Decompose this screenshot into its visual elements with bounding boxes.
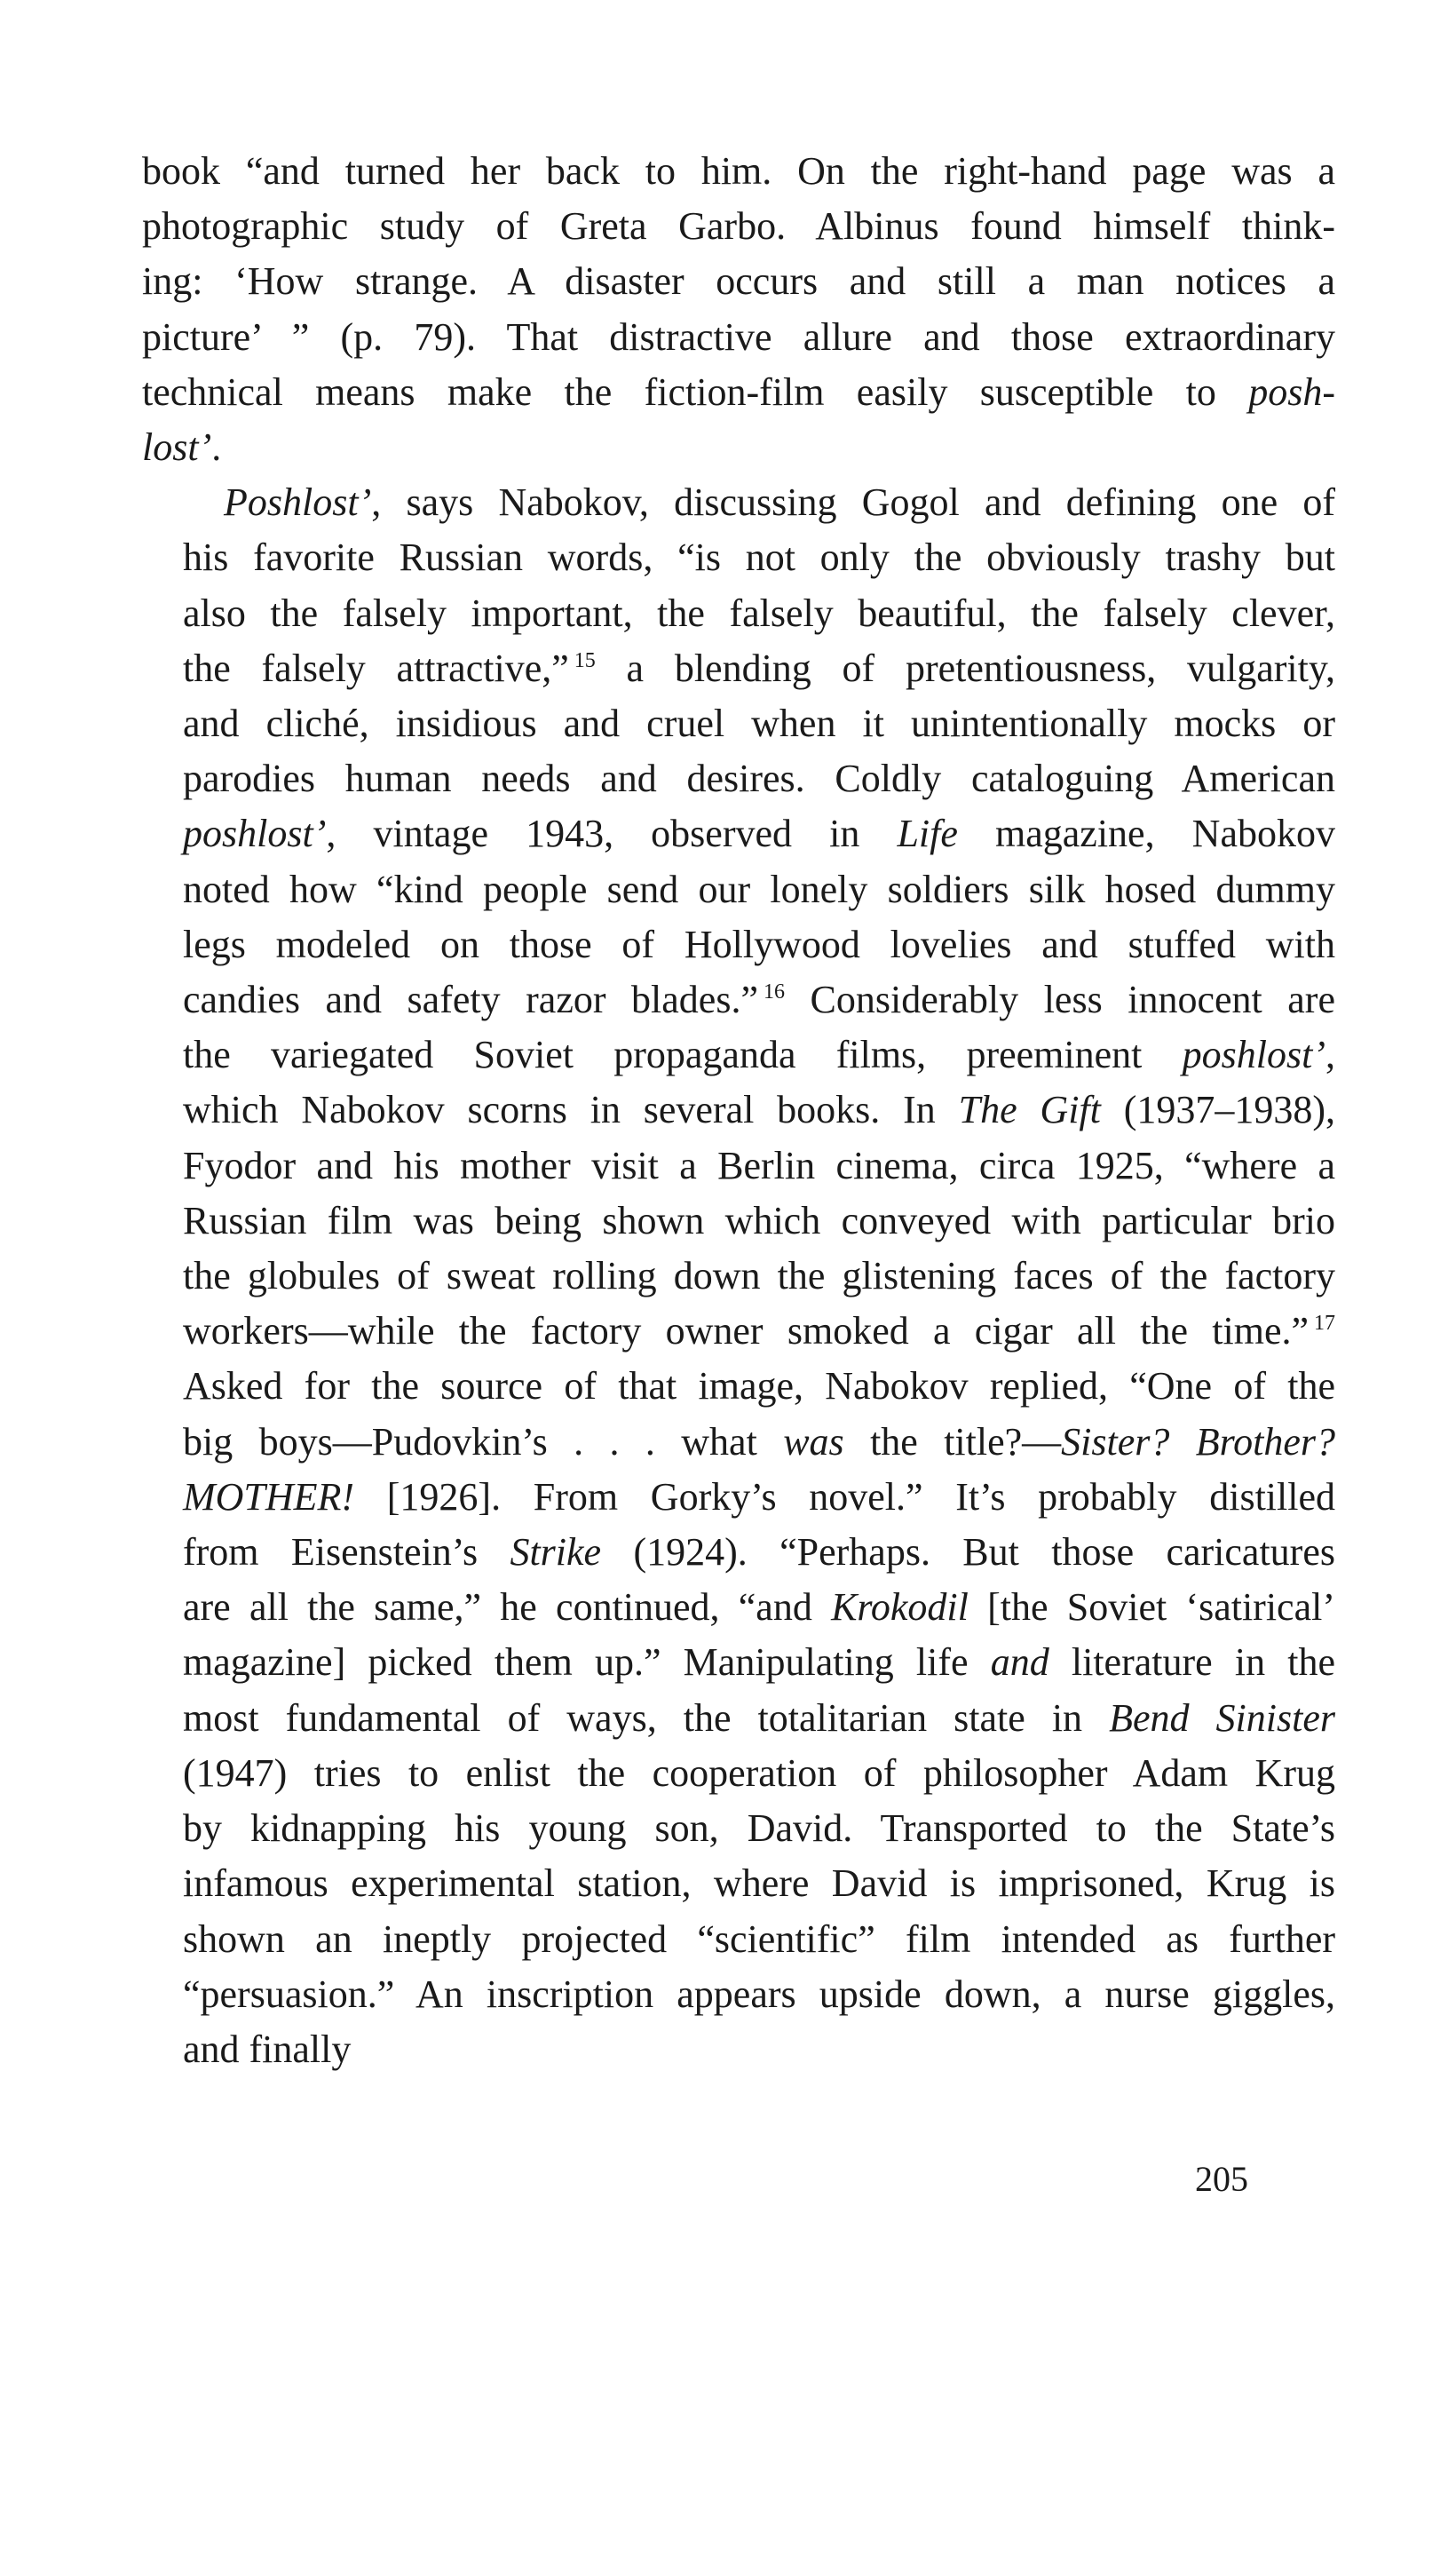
italic-text: Poshlost’ <box>224 480 372 525</box>
text-run: noted how “kind people send our lonely soldiers silk hosed dummy <box>183 867 1335 911</box>
text-run: Russian film was being shown which conveyed with particular brio <box>183 1198 1335 1242</box>
text-run: picture’ ” (p. 79). That distractive allure and those extraordinary <box>142 314 1335 359</box>
footnote-marker: 15 <box>574 648 596 672</box>
text-run: infamous experimental station, where David is imprisoned, Krug is <box>183 1861 1335 1906</box>
text-line <box>142 1967 1335 2022</box>
text-line <box>142 1304 1335 1359</box>
text-run: a blending of pretentiousness, vulgarity, <box>595 646 1336 690</box>
text-run: , <box>1325 1033 1335 1077</box>
italic-text: poshlost’ <box>183 812 327 856</box>
text-run: and finally <box>183 2027 352 2071</box>
text-run: are all the same,” he continued, “and <box>183 1585 832 1630</box>
text-line <box>142 1525 1335 1580</box>
text-line <box>142 2022 1335 2077</box>
text-run: also the falsely important, the falsely beautiful, the falsely clever, <box>183 591 1335 635</box>
text-run: Considerably less innocent are <box>784 978 1335 1022</box>
text-run: [the Soviet ‘satirical’ <box>968 1585 1335 1630</box>
text-line <box>142 641 1335 696</box>
text-run: [1926]. From Gorky’s novel.” It’s probably distilled <box>354 1474 1335 1519</box>
text-line <box>142 1856 1335 1911</box>
text-line <box>142 696 1335 751</box>
text-run: the title?— <box>843 1419 1062 1464</box>
text-run: (1947) tries to enlist the cooperation of philosopher Adam Krug <box>183 1750 1335 1795</box>
text-line <box>142 254 1335 309</box>
text-run: , vintage 1943, observed in <box>326 812 898 856</box>
text-run: candies and safety razor blades.” <box>183 978 758 1022</box>
text-run: (1937–1938), <box>1100 1088 1335 1132</box>
text-run: by kidnapping his young son, David. Transported to the State’s <box>183 1806 1335 1851</box>
text-line <box>142 1028 1335 1083</box>
text-line <box>142 862 1335 917</box>
italic-text: lost’ <box>142 425 212 470</box>
text-line <box>142 310 1335 365</box>
text-line <box>142 1912 1335 1967</box>
text-line <box>142 1580 1335 1635</box>
text-run: and cliché, insidious and cruel when it unintentionally mocks or <box>183 702 1335 746</box>
text-run: Fyodor and his mother visit a Berlin cinema, circa 1925, “where a <box>183 1143 1335 1187</box>
italic-text: MOTHER! <box>183 1474 355 1519</box>
italic-text: Strike <box>510 1530 602 1575</box>
text-line <box>142 1415 1335 1470</box>
text-line <box>142 1249 1335 1304</box>
body-text <box>142 144 1335 2077</box>
text-line <box>142 475 1335 530</box>
paragraph-2 <box>142 475 1335 2077</box>
text-line <box>142 806 1335 861</box>
text-run: , says Nabokov, discussing Gogol and defining one of <box>371 480 1335 525</box>
text-line <box>142 1691 1335 1746</box>
text-run: the globules of sweat rolling down the glistening faces of the factory <box>183 1254 1335 1298</box>
text-run: the falsely attractive,” <box>183 646 569 690</box>
text-run: “persuasion.” An inscription appears upside down, a nurse giggles, <box>183 1972 1335 2016</box>
text-line <box>142 1801 1335 1856</box>
text-line <box>142 365 1335 420</box>
italic-text: Krokodil <box>831 1585 969 1630</box>
italic-text: posh- <box>1248 369 1335 414</box>
italic-text: Life <box>897 812 958 856</box>
italic-text: Sister? Brother? <box>1061 1419 1336 1464</box>
text-run: his favorite Russian words, “is not only the obviously trashy but <box>183 536 1335 580</box>
text-run: which Nabokov scorns in several books. In <box>183 1088 959 1132</box>
text-run: book “and turned her back to him. On the right-hand page was a <box>142 149 1335 193</box>
text-run: big boys—Pudovkin’s . . . what <box>183 1419 784 1464</box>
paragraph-1 <box>142 144 1335 475</box>
text-line <box>142 1139 1335 1194</box>
italic-text: and <box>990 1640 1049 1685</box>
text-line <box>142 199 1335 254</box>
text-run: technical means make the fiction-film easily susceptible to <box>142 369 1249 414</box>
text-line <box>142 1194 1335 1249</box>
text-run: magazine, Nabokov <box>957 812 1335 856</box>
footnote-marker: 16 <box>763 980 785 1004</box>
text-run: (1924). “Perhaps. But those caricatures <box>601 1530 1335 1575</box>
text-run: workers—while the factory owner smoked a cigar all the time.” <box>183 1309 1309 1353</box>
page-number: 205 <box>1195 2159 1248 2199</box>
italic-text: poshlost’ <box>1182 1033 1325 1077</box>
text-line <box>142 1635 1335 1690</box>
text-run: shown an ineptly projected “scientific” film intended as further <box>183 1916 1335 1961</box>
text-line <box>142 1470 1335 1525</box>
text-run: magazine] picked them up.” Manipulating life <box>183 1640 991 1685</box>
text-line <box>142 586 1335 641</box>
text-line <box>142 751 1335 806</box>
text-run: parodies human needs and desires. Coldly cataloguing American <box>183 757 1335 801</box>
italic-text: Bend Sinister <box>1109 1695 1336 1740</box>
text-run: photographic study of Greta Garbo. Albinus found himself think- <box>142 204 1335 249</box>
text-run: Asked for the source of that image, Nabokov replied, “One of the <box>183 1364 1335 1408</box>
text-run: most fundamental of ways, the totalitarian state in <box>183 1695 1110 1740</box>
text-line <box>142 1359 1335 1414</box>
italic-text: was <box>783 1419 844 1464</box>
text-line <box>142 1746 1335 1801</box>
text-line <box>142 420 1335 475</box>
text-line <box>142 917 1335 972</box>
text-line <box>142 972 1335 1028</box>
text-line <box>142 144 1335 199</box>
footnote-marker: 17 <box>1314 1312 1335 1336</box>
text-run: . <box>211 425 222 470</box>
text-run: from Eisenstein’s <box>183 1530 510 1575</box>
text-line <box>142 1083 1335 1138</box>
text-run: legs modeled on those of Hollywood lovelies and stuffed with <box>183 922 1335 966</box>
text-run: ing: ‘How strange. A disaster occurs and still a man notices a <box>142 259 1335 304</box>
text-run: literature in the <box>1048 1640 1335 1685</box>
text-line <box>142 530 1335 585</box>
text-run: the variegated Soviet propaganda films, preeminent <box>183 1033 1183 1077</box>
italic-text: The Gift <box>958 1088 1101 1132</box>
